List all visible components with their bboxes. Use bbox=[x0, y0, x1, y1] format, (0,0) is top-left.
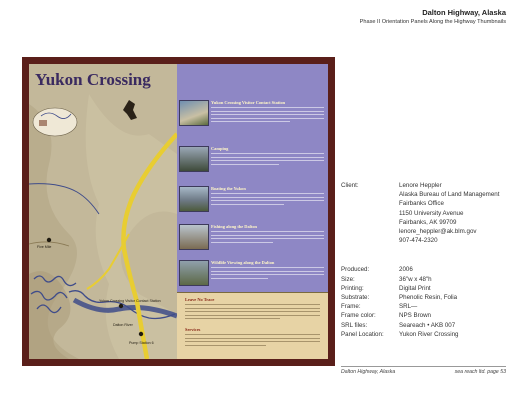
spec-key: Size: bbox=[341, 275, 355, 283]
label-crossing: Yukon Crossing Visitor Contact Station bbox=[99, 299, 161, 303]
section-heading: Yukon Crossing Visitor Contact Station bbox=[211, 100, 286, 105]
document-subtitle: Phase II Orientation Panels Along the Highway Thumbnails bbox=[359, 19, 506, 25]
label-dalton-river: Dalton River bbox=[113, 323, 133, 327]
spec-row bbox=[341, 265, 499, 274]
client-city: Fairbanks, AK 99709 bbox=[399, 218, 457, 226]
spec-key: Frame color: bbox=[341, 312, 376, 320]
client-street: 1150 University Avenue bbox=[399, 209, 464, 217]
client-details bbox=[399, 181, 499, 245]
panel-info bbox=[341, 181, 499, 339]
spec-key: Produced: bbox=[341, 266, 370, 274]
client-office: Fairbanks Office bbox=[399, 200, 444, 208]
five-mile-marker bbox=[47, 238, 51, 242]
client-email: lenore_heppler@ak.blm.gov bbox=[399, 228, 477, 236]
footer-left-text: Dalton Highway, Alaska bbox=[341, 369, 396, 375]
label-pump-station: Pump Station 6 bbox=[129, 341, 154, 345]
section-services bbox=[185, 327, 320, 346]
spec-row bbox=[341, 302, 499, 311]
spec-value: NPS Brown bbox=[399, 312, 431, 320]
spec-value: SRL— bbox=[399, 303, 418, 311]
spec-value: 36"w x 48"h bbox=[399, 275, 432, 283]
section-boating bbox=[211, 186, 324, 205]
map-illustration bbox=[29, 64, 177, 359]
client-phone: 907-474-2320 bbox=[399, 237, 438, 245]
spec-row bbox=[341, 293, 499, 302]
specs-list bbox=[341, 265, 499, 339]
spec-row bbox=[341, 284, 499, 293]
panel-thumbnail bbox=[22, 57, 335, 366]
panel-title: Yukon Crossing bbox=[35, 70, 151, 89]
section-heading: Wildlife Viewing along the Dalton bbox=[211, 260, 275, 265]
section-fishing bbox=[211, 224, 324, 243]
inset-heading: Services bbox=[185, 327, 201, 332]
spec-value: Digital Print bbox=[399, 284, 431, 292]
section-camping bbox=[211, 146, 324, 165]
spec-row bbox=[341, 311, 499, 320]
photo-fishing bbox=[179, 224, 209, 250]
photo-boating bbox=[179, 186, 209, 212]
label-five-mile: Five Mile bbox=[37, 245, 52, 249]
spec-key: Frame: bbox=[341, 303, 361, 311]
footer-divider bbox=[341, 366, 506, 367]
section-visitor-station bbox=[211, 100, 324, 122]
spec-value: 2006 bbox=[399, 266, 413, 274]
client-name: Lenore Heppler bbox=[399, 182, 442, 189]
crossing-marker bbox=[119, 304, 123, 308]
spec-key: Panel Location: bbox=[341, 330, 384, 338]
spec-key: SRL files: bbox=[341, 321, 368, 329]
panel-map bbox=[29, 64, 177, 359]
panel-artwork bbox=[29, 64, 328, 359]
inset-heading: Leave No Trace bbox=[185, 297, 215, 302]
pump-station-marker bbox=[139, 332, 143, 336]
spec-key: Printing: bbox=[341, 284, 364, 292]
spec-row bbox=[341, 330, 499, 339]
spec-row bbox=[341, 321, 499, 330]
section-heading: Camping bbox=[211, 146, 229, 151]
client-label: Client: bbox=[341, 182, 359, 189]
client-org: Alaska Bureau of Land Management bbox=[399, 191, 500, 199]
panel-inset-box bbox=[177, 292, 328, 359]
section-wildlife bbox=[211, 260, 324, 279]
photo-camping bbox=[179, 146, 209, 172]
footer-page-number: sea reach ltd. page 53 bbox=[454, 369, 506, 375]
section-heading: Boating the Yukon bbox=[211, 186, 246, 191]
spec-row bbox=[341, 275, 499, 284]
spec-value: Seareach • AKB 007 bbox=[399, 321, 456, 329]
photo-wildlife bbox=[179, 260, 209, 286]
spec-key: Substrate: bbox=[341, 294, 370, 302]
spec-value: Phenolic Resin, Folia bbox=[399, 294, 458, 302]
spec-value: Yukon River Crossing bbox=[399, 330, 459, 338]
client-row bbox=[341, 181, 499, 245]
photo-visitor-station bbox=[179, 100, 209, 126]
section-leave-no-trace bbox=[185, 297, 320, 319]
document-title: Dalton Highway, Alaska bbox=[422, 8, 506, 17]
section-heading: Fishing along the Dalton bbox=[211, 224, 257, 229]
